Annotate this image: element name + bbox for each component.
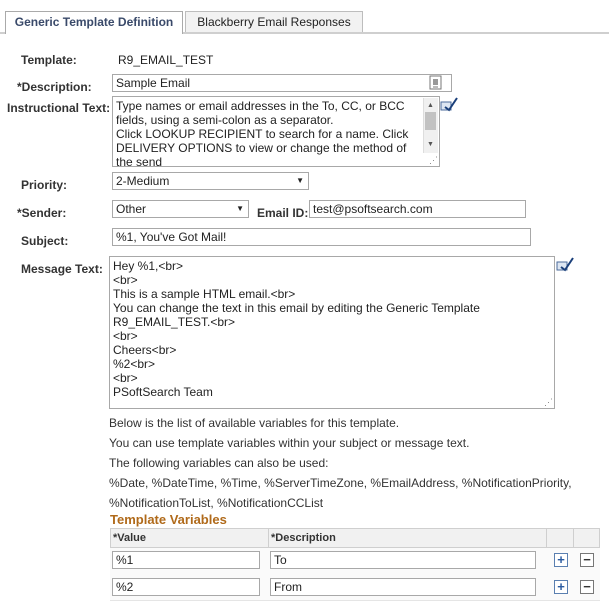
variable-description-input[interactable] (270, 578, 536, 596)
variables-note: %NotificationToList, %NotificationCCList (109, 496, 324, 510)
template-value: R9_EMAIL_TEST (118, 53, 214, 67)
chevron-down-icon: ▼ (296, 176, 304, 185)
variable-value: %2 (116, 580, 134, 594)
scroll-thumb[interactable] (425, 112, 436, 130)
expand-field-icon[interactable] (428, 75, 444, 91)
sender-value: Other (116, 202, 147, 216)
description-input[interactable] (112, 74, 452, 92)
template-variables-grid (110, 528, 600, 600)
message-line: %2<br> (113, 357, 156, 371)
template-label: Template: (21, 53, 77, 67)
sender-select[interactable] (112, 200, 249, 218)
priority-select[interactable] (112, 172, 309, 190)
subject-value: %1, You've Got Mail! (116, 230, 227, 244)
variable-value-input[interactable] (112, 578, 260, 596)
instructional-line: Type names or email addresses in the To, CC, or BCC (116, 99, 405, 113)
spellcheck-pencil-icon[interactable] (556, 256, 574, 272)
tab-generic-template-definition[interactable]: Generic Template Definition (5, 11, 183, 34)
message-line: Hey %1,<br> (113, 259, 184, 273)
tab-blackberry-email-responses[interactable]: Blackberry Email Responses (185, 11, 363, 32)
instructional-line: DELIVERY OPTIONS to view or change the method of (116, 141, 407, 155)
variable-value-input[interactable] (112, 551, 260, 569)
scroll-down-icon[interactable]: ▼ (427, 141, 434, 148)
add-row-button[interactable]: + (554, 580, 568, 594)
variables-note: %Date, %DateTime, %Time, %ServerTimeZone, %EmailAddress, %NotificationPriority, (109, 476, 572, 490)
column-header-add (546, 528, 573, 548)
variable-description-input[interactable] (270, 551, 536, 569)
add-row-button[interactable]: + (554, 553, 568, 567)
scroll-up-icon[interactable]: ▲ (427, 102, 434, 109)
message-line: This is a sample HTML email.<br> (113, 287, 296, 301)
message-line: You can change the text in this email by editing the Generic Template (113, 301, 480, 315)
email-id-input[interactable] (309, 200, 526, 218)
delete-row-button[interactable]: − (580, 580, 594, 594)
message-line: <br> (113, 273, 138, 287)
chevron-down-icon: ▼ (236, 204, 244, 213)
message-line: PSoftSearch Team (113, 385, 213, 399)
message-line: R9_EMAIL_TEST.<br> (113, 315, 236, 329)
priority-value: 2-Medium (116, 174, 170, 188)
subject-label: Subject: (21, 234, 69, 248)
resize-grip-icon[interactable]: ⋰ (429, 155, 438, 165)
variables-note: The following variables can also be used: (109, 456, 329, 470)
delete-row-button[interactable]: − (580, 553, 594, 567)
column-header-remove (573, 528, 600, 548)
email-id-value: test@psoftsearch.com (313, 202, 433, 216)
column-header-value: *Value (110, 528, 268, 548)
instructional-text-label: Instructional Text: (7, 101, 111, 115)
column-header-description: *Description (268, 528, 546, 548)
message-text-area[interactable] (109, 256, 555, 409)
description-value: Sample Email (116, 76, 191, 90)
resize-grip-icon[interactable]: ⋰ (544, 397, 553, 407)
message-line: <br> (113, 329, 138, 343)
template-variables-title: Template Variables (110, 512, 227, 527)
instructional-text-area[interactable] (112, 96, 440, 167)
spellcheck-pencil-icon[interactable] (440, 96, 458, 112)
message-text-label: Message Text: (21, 262, 103, 276)
subject-input[interactable] (112, 228, 531, 246)
description-label: *Description: (17, 80, 92, 94)
instructional-line: fields, using a semi-colon as a separator. (116, 113, 334, 127)
instructional-line: the send (116, 155, 163, 167)
instructional-line: Click LOOKUP RECIPIENT to search for a name. Click (116, 127, 409, 141)
message-line: <br> (113, 371, 138, 385)
variables-note: You can use template variables within your subject or message text. (109, 436, 470, 450)
variable-value: %1 (116, 553, 134, 567)
variables-note: Below is the list of available variables for this template. (109, 416, 400, 430)
variable-description: From (274, 580, 302, 594)
priority-label: Priority: (21, 178, 68, 192)
variable-description: To (274, 553, 287, 567)
message-line: Cheers<br> (113, 343, 177, 357)
email-id-label: Email ID: (257, 206, 309, 220)
sender-label: *Sender: (17, 206, 67, 220)
tab-bar (0, 0, 609, 34)
instructional-scrollbar[interactable] (423, 98, 438, 153)
